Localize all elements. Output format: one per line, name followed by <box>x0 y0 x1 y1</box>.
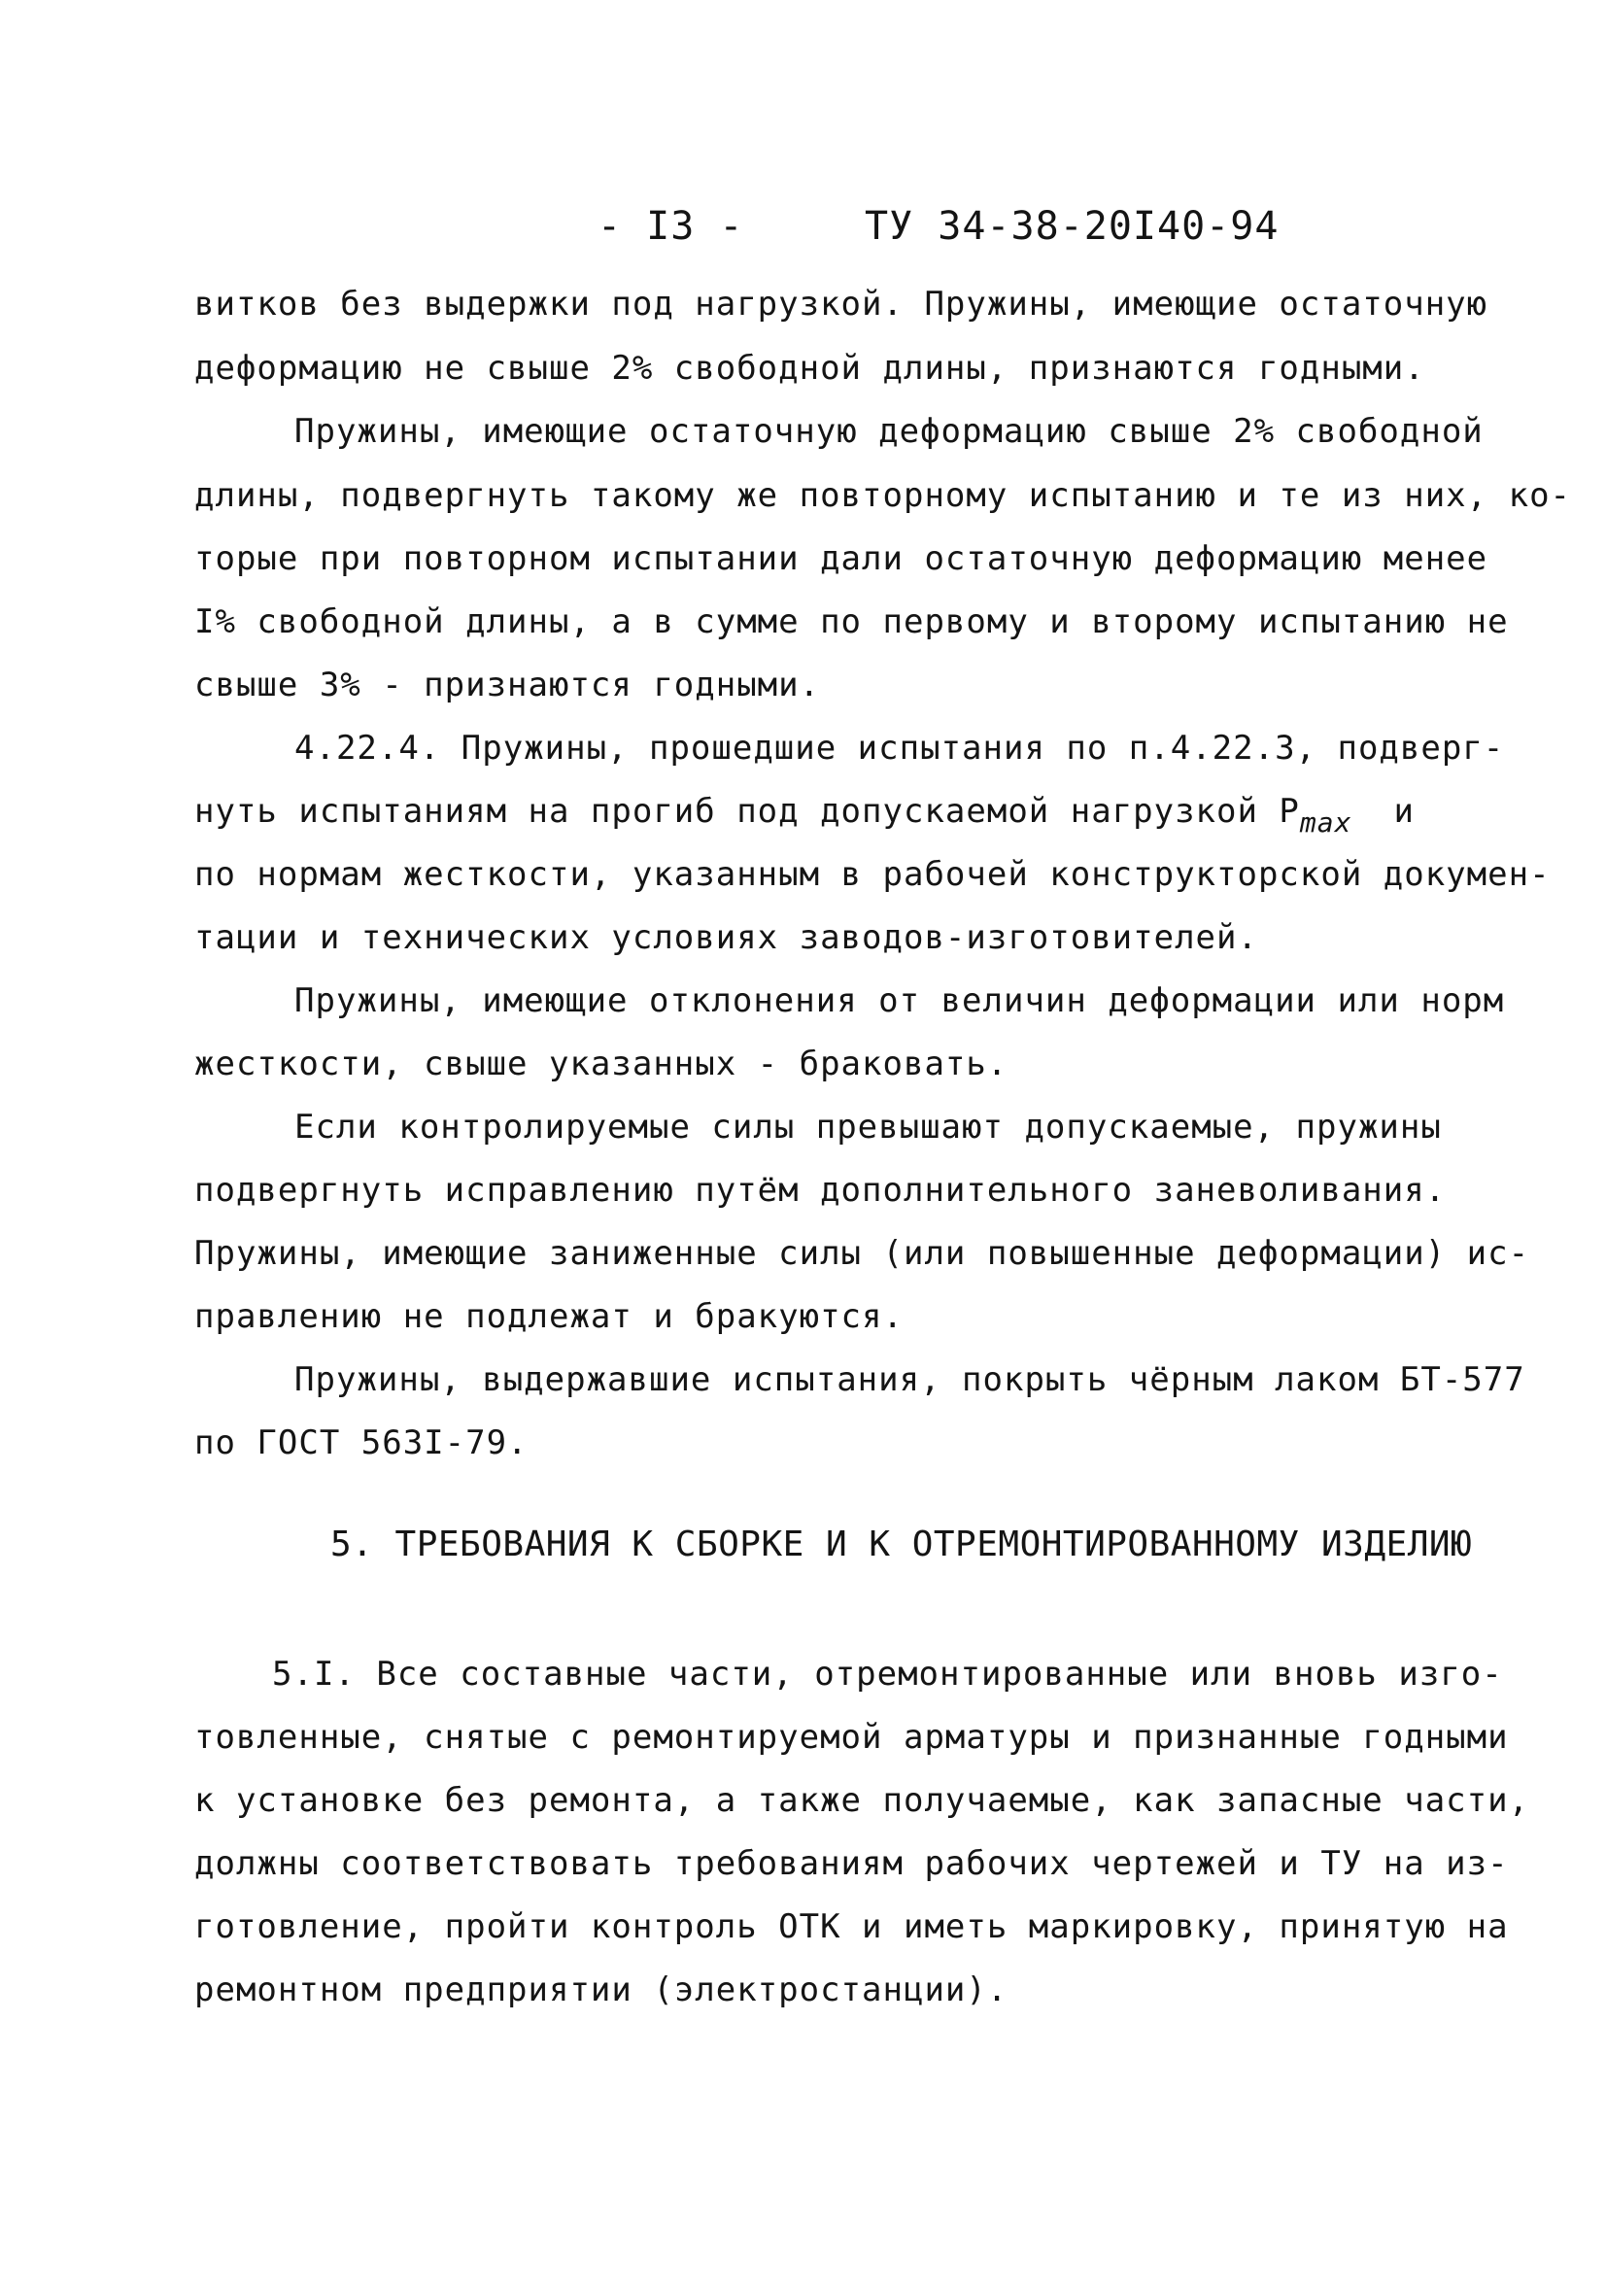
body-line: Пружины, имеющие остаточную деформацию свыше 2% свободной <box>294 412 1484 451</box>
body-line: по ГОСТ 563I-79. <box>194 1423 529 1462</box>
body-line: Пружины, имеющие заниженные силы (или повышенные деформации) ис- <box>194 1234 1530 1273</box>
body-line: Пружины, выдержавшие испытания, покрыть чёрным лаком БТ-577 <box>294 1360 1525 1399</box>
body-line: тации и технических условиях заводов-изготовителей. <box>194 918 1258 957</box>
body-line: длины, подвергнуть такому же повторному испытанию и те из них, ко- <box>194 476 1572 515</box>
body-line: жесткости, свыше указанных - браковать. <box>194 1045 1008 1083</box>
body-line-suffix: и <box>1393 792 1415 831</box>
section-line: ремонтном предприятии (электростанции). <box>194 1970 1008 2009</box>
body-line-text: нуть испытаниям на прогиб под допускаемой нагрузкой P <box>194 792 1300 831</box>
body-line: Пружины, имеющие отклонения от величин деформации или норм <box>294 981 1505 1020</box>
document-code: ТУ 34-38-20I40-94 <box>865 204 1280 249</box>
page-number: - I3 - <box>598 204 744 249</box>
section-line: к установке без ремонта, а также получаемые, как запасные части, <box>194 1781 1530 1820</box>
body-line: 4.22.4. Пружины, прошедшие испытания по п.4.22.3, подверг- <box>294 729 1505 768</box>
body-line: торые при повторном испытании дали остаточную деформацию менее <box>194 539 1488 578</box>
body-line: Если контролируемые силы превышают допускаемые, пружины <box>294 1108 1442 1147</box>
body-line: свыше 3% - признаются годными. <box>194 666 821 704</box>
body-line-pmax <box>194 792 1415 839</box>
section-line: готовление, пройти контроль ОТК и иметь маркировку, принятую на <box>194 1907 1509 1946</box>
body-line: витков без выдержки под нагрузкой. Пружины, имеющие остаточную <box>194 285 1488 324</box>
body-line: по нормам жесткости, указанным в рабочей конструкторской докумен- <box>194 855 1551 894</box>
pmax-subscript: max <box>1299 806 1352 839</box>
body-line: подвергнуть исправлению путём дополнительного заневоливания. <box>194 1171 1447 1210</box>
section-line: товленные, снятые с ремонтируемой арматуры и признанные годными <box>194 1718 1509 1757</box>
section-title: 5. ТРЕБОВАНИЯ К СБОРКЕ И К ОТРЕМОНТИРОВАННОМУ ИЗДЕЛИЮ <box>330 1525 1473 1564</box>
body-line: правлению не подлежат и бракуются. <box>194 1297 904 1336</box>
section-line: 5.I. Все составные части, отремонтированные или вновь изго- <box>272 1655 1503 1694</box>
body-line: деформацию не свыше 2% свободной длины, признаются годными. <box>194 349 1425 388</box>
body-line: I% свободной длины, а в сумме по первому и второму испытанию не <box>194 602 1509 641</box>
section-line: должны соответствовать требованиям рабочих чертежей и ТУ на из- <box>194 1844 1509 1883</box>
